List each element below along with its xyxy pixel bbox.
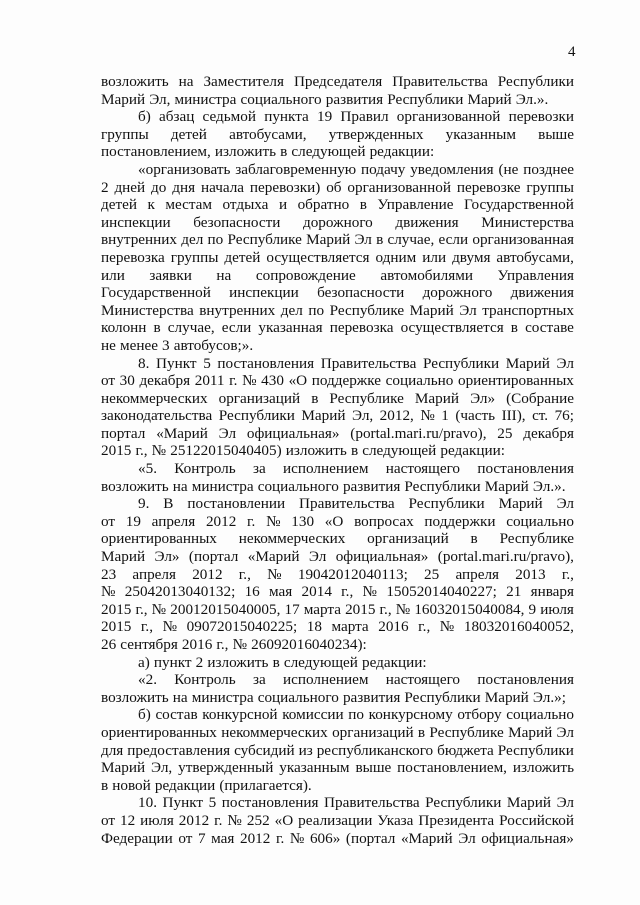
paragraph bbox=[101, 671, 574, 706]
text-line: «организовать заблаговременную подачу уведомления (не позднее bbox=[138, 160, 574, 178]
text-line: а) пункт 2 изложить в следующей редакции: bbox=[138, 653, 427, 671]
text-line: группы детей автобусами, утвержденных указанным выше bbox=[101, 125, 574, 143]
text-line: не менее 3 автобусов;». bbox=[101, 336, 254, 354]
text-line: 23 апреля 2012 г., № 19042012040113; 25 апреля 2013 г., bbox=[101, 565, 574, 583]
paragraph bbox=[101, 108, 574, 161]
text-line: портал «Марий Эл официальная» (portal.mari.ru/pravo), 25 декабря bbox=[101, 424, 574, 442]
text-line: внутренних дел по Республике Марий Эл в случае, если организованная bbox=[101, 231, 574, 249]
text-line: Марий Эл» (портал «Марий Эл официальная» (portal.mari.ru/pravo), bbox=[101, 548, 574, 566]
text-line: от 30 декабря 2011 г. № 430 «О поддержке социально ориентированных bbox=[101, 372, 574, 390]
text-line: Федерации от 7 мая 2012 г. № 606» (портал «Марий Эл официальная» bbox=[101, 829, 574, 847]
text-line: возложить на министра социального развития Республики Марий Эл.». bbox=[101, 477, 566, 495]
text-line: 2015 г., № 20012015040005, 17 марта 2015 г., № 16032015040084, 9 июля bbox=[101, 600, 574, 618]
text-line: 8. Пункт 5 постановления Правительства Республики Марий Эл bbox=[138, 354, 574, 372]
text-line: постановлением, изложить в следующей редакции: bbox=[101, 143, 435, 161]
text-line: б) состав конкурсной комиссии по конкурсному отбору социально bbox=[138, 706, 574, 724]
text-line: ориентированных некоммерческих организаций в Республике Марий Эл bbox=[101, 723, 574, 741]
text-line: законодательства Республики Марий Эл, 2012, № 1 (часть III), ст. 76; bbox=[101, 407, 574, 425]
text-line: в новой редакции (прилагается). bbox=[101, 776, 312, 794]
paragraph bbox=[101, 495, 574, 653]
text-line: возложить на Заместителя Председателя Правительства Республики bbox=[101, 73, 574, 90]
text-line: 2015 г., № 09072015040225; 18 марта 2016 г., № 18032016040052, bbox=[101, 618, 574, 636]
text-line: «2. Контроль за исполнением настоящего постановления bbox=[138, 671, 574, 689]
page-number: 4 bbox=[568, 44, 576, 60]
text-line: Министерства внутренних дел по Республике Марий Эл транспортных bbox=[101, 301, 574, 319]
text-line: № 25042013040132; 16 мая 2014 г., № 15052014040227; 21 января bbox=[101, 583, 574, 601]
text-line: 2015 г., № 25122015040405) изложить в следующей редакции: bbox=[101, 442, 505, 460]
paragraph bbox=[101, 355, 574, 461]
paragraph bbox=[101, 161, 574, 355]
text-line: Марий Эл, утвержденный указанным выше постановлением, изложить bbox=[101, 759, 574, 777]
paragraph bbox=[101, 73, 574, 108]
text-line: для предоставления субсидий из республиканского бюджета Республики bbox=[101, 741, 574, 759]
text-line: Марий Эл, министра социального развития Республики Марий Эл.». bbox=[101, 90, 549, 108]
text-line: 10. Пункт 5 постановления Правительства Республики Марий Эл bbox=[138, 794, 574, 812]
paragraph bbox=[101, 654, 574, 672]
text-line: ориентированных некоммерческих организаций в Республике bbox=[101, 530, 574, 548]
text-line: 26 сентября 2016 г., № 26092016040234): bbox=[101, 636, 367, 653]
text-line: колонн в случае, если указанная перевозка осуществляется в составе bbox=[101, 319, 574, 337]
text-line: детей к местам отдыха и обратно в Управление Государственной bbox=[101, 196, 574, 214]
paragraph bbox=[101, 460, 574, 495]
document-body bbox=[101, 73, 574, 847]
paragraph bbox=[101, 706, 574, 794]
text-line: Государственной инспекции безопасности дорожного движения bbox=[101, 284, 574, 302]
text-line: или заявки на сопровождение автомобилями Управления bbox=[101, 266, 574, 284]
text-line: от 19 апреля 2012 г. № 130 «О вопросах поддержки социально bbox=[101, 512, 574, 530]
paragraph bbox=[101, 794, 574, 847]
text-line: 9. В постановлении Правительства Республики Марий Эл bbox=[138, 495, 574, 513]
text-line: от 12 июля 2012 г. № 252 «О реализации Указа Президента Российской bbox=[101, 811, 574, 829]
text-line: инспекции безопасности дорожного движения Министерства bbox=[101, 213, 574, 231]
text-line: 2 дней до дня начала перевозки) об организованной перевозке группы bbox=[101, 178, 574, 196]
text-line: «5. Контроль за исполнением настоящего постановления bbox=[138, 460, 574, 478]
text-line: некоммерческих организаций в Республике Марий Эл» (Собрание bbox=[101, 389, 574, 407]
text-line: перевозка группы детей осуществляется одним или двумя автобусами, bbox=[101, 248, 574, 266]
text-line: возложить на министра социального развития Республики Марий Эл.»; bbox=[101, 688, 566, 706]
text-line: б) абзац седьмой пункта 19 Правил организованной перевозки bbox=[138, 108, 574, 126]
